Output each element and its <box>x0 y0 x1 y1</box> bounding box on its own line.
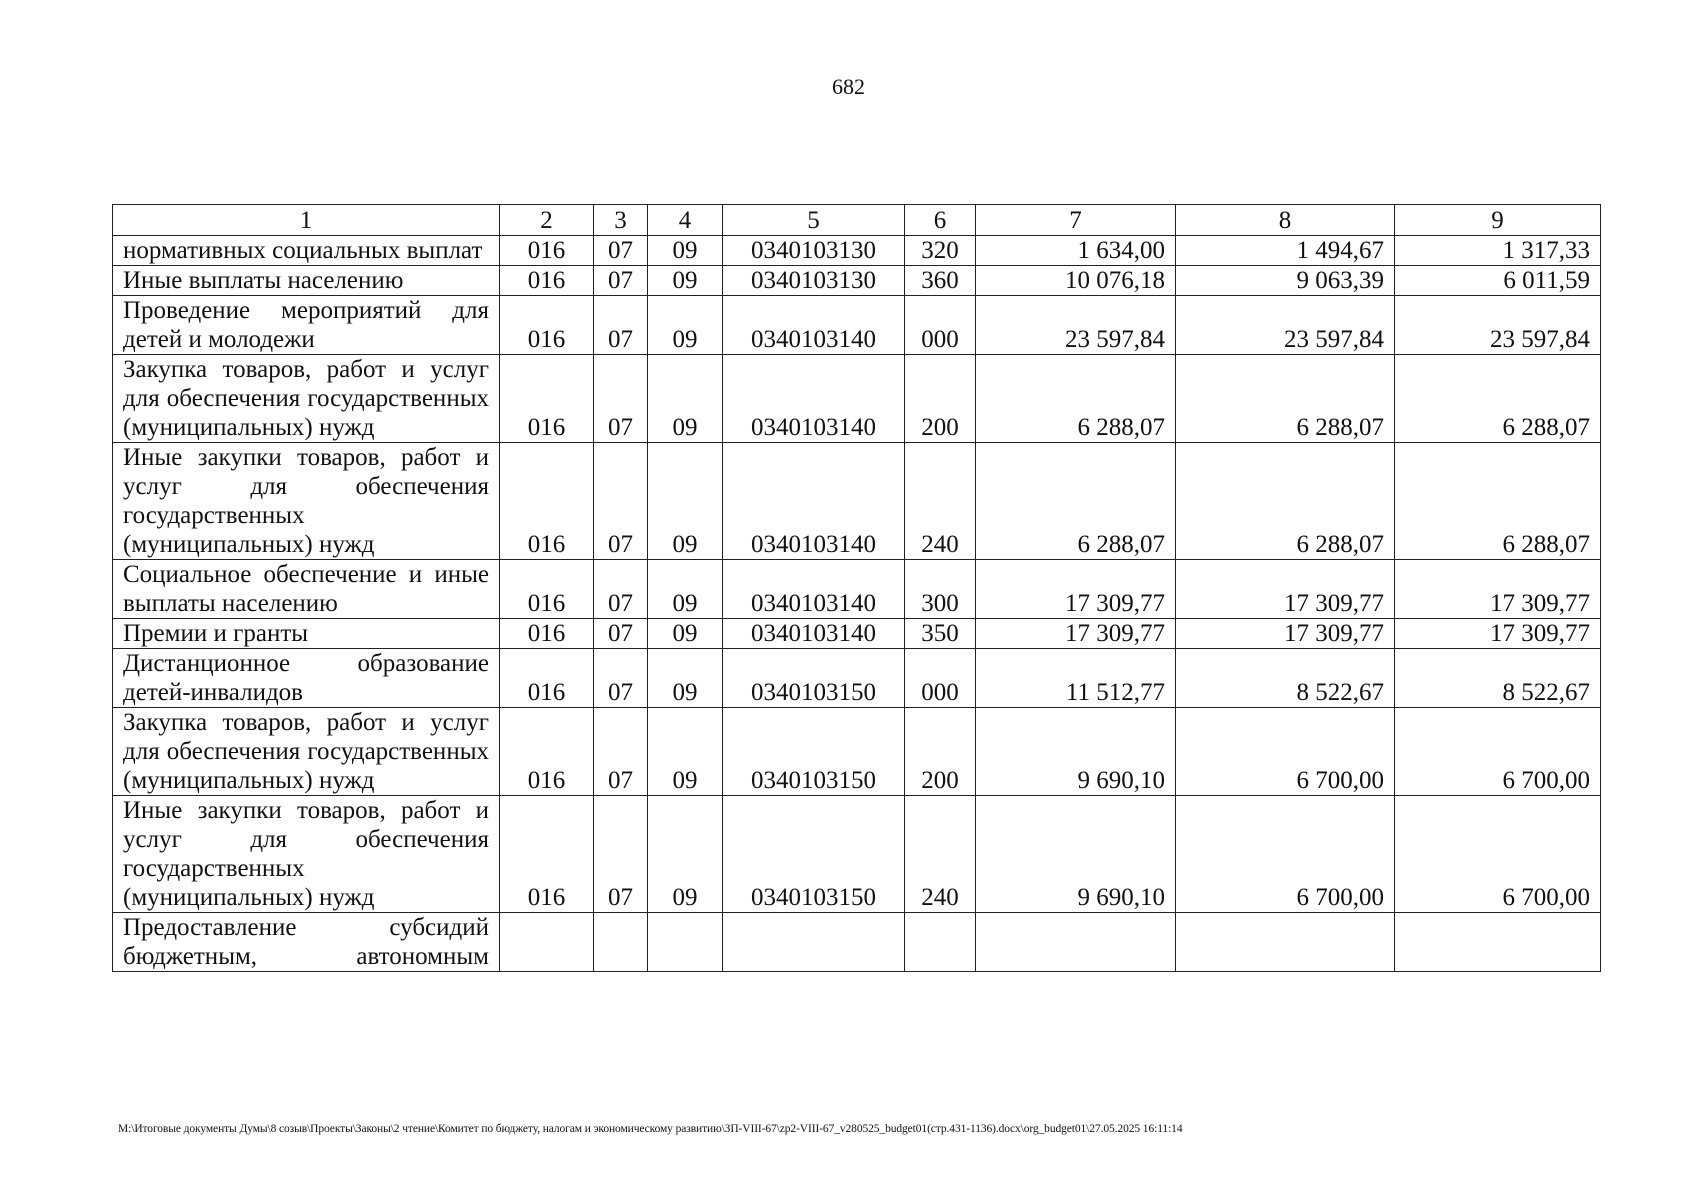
header-cell: 1 <box>113 205 500 236</box>
cell: 0340103130 <box>723 236 905 266</box>
cell: 016 <box>500 443 594 560</box>
cell: 0340103150 <box>723 649 905 708</box>
header-cell: 3 <box>594 205 648 236</box>
cell: 09 <box>648 443 723 560</box>
cell: 0340103140 <box>723 443 905 560</box>
row-name-cell: Иные выплаты населению <box>113 266 500 296</box>
header-cell: 7 <box>976 205 1176 236</box>
cell: 000 <box>905 296 976 355</box>
cell: 0340103130 <box>723 266 905 296</box>
header-cell: 8 <box>1176 205 1395 236</box>
amount-cell: 23 597,84 <box>1176 296 1395 355</box>
cell: 07 <box>594 560 648 619</box>
amount-cell: 17 309,77 <box>976 560 1176 619</box>
amount-cell: 6 700,00 <box>1395 708 1601 796</box>
amount-cell: 23 597,84 <box>976 296 1176 355</box>
amount-cell: 11 512,77 <box>976 649 1176 708</box>
cell: 016 <box>500 560 594 619</box>
amount-cell: 17 309,77 <box>1176 619 1395 649</box>
cell: 09 <box>648 355 723 443</box>
row-name-cell: Премии и гранты <box>113 619 500 649</box>
cell: 016 <box>500 708 594 796</box>
cell: 09 <box>648 560 723 619</box>
amount-cell: 17 309,77 <box>976 619 1176 649</box>
row-name-cell: Иные закупки товаров, работ и услуг для обеспечения государственных (муниципальных) нужд <box>113 796 500 913</box>
amount-cell: 17 309,77 <box>1395 560 1601 619</box>
table-row <box>113 708 1601 796</box>
amount-cell: 6 288,07 <box>1395 443 1601 560</box>
table-row <box>113 266 1601 296</box>
cell: 0340103140 <box>723 619 905 649</box>
cell <box>905 913 976 972</box>
row-name-cell: Закупка товаров, работ и услуг для обеспечения государственных (муниципальных) нужд <box>113 355 500 443</box>
cell: 09 <box>648 619 723 649</box>
amount-cell <box>976 913 1176 972</box>
cell: 300 <box>905 560 976 619</box>
cell: 016 <box>500 619 594 649</box>
amount-cell: 6 700,00 <box>1176 708 1395 796</box>
cell: 016 <box>500 796 594 913</box>
table-row <box>113 296 1601 355</box>
amount-cell: 17 309,77 <box>1176 560 1395 619</box>
cell: 240 <box>905 443 976 560</box>
header-cell: 2 <box>500 205 594 236</box>
cell: 07 <box>594 236 648 266</box>
amount-cell: 6 288,07 <box>1176 355 1395 443</box>
amount-cell: 23 597,84 <box>1395 296 1601 355</box>
cell: 0340103140 <box>723 560 905 619</box>
table-row <box>113 560 1601 619</box>
cell: 09 <box>648 708 723 796</box>
amount-cell: 9 690,10 <box>976 708 1176 796</box>
amount-cell: 6 288,07 <box>1395 355 1601 443</box>
cell: 09 <box>648 296 723 355</box>
amount-cell: 1 317,33 <box>1395 236 1601 266</box>
cell: 0340103150 <box>723 796 905 913</box>
cell <box>723 913 905 972</box>
amount-cell: 6 288,07 <box>1176 443 1395 560</box>
cell: 07 <box>594 355 648 443</box>
amount-cell: 6 700,00 <box>1395 796 1601 913</box>
cell: 09 <box>648 236 723 266</box>
cell <box>500 913 594 972</box>
table-row <box>113 355 1601 443</box>
table-row <box>113 649 1601 708</box>
cell: 0340103140 <box>723 296 905 355</box>
budget-table <box>112 204 1601 972</box>
amount-cell: 8 522,67 <box>1176 649 1395 708</box>
amount-cell: 9 063,39 <box>1176 266 1395 296</box>
cell: 320 <box>905 236 976 266</box>
header-cell: 9 <box>1395 205 1601 236</box>
cell: 200 <box>905 708 976 796</box>
table-row <box>113 796 1601 913</box>
cell: 016 <box>500 649 594 708</box>
amount-cell: 17 309,77 <box>1395 619 1601 649</box>
row-name-cell: нормативных социальных выплат <box>113 236 500 266</box>
cell: 240 <box>905 796 976 913</box>
footer-file-path: M:\Итоговые документы Думы\8 созыв\Проекты\Законы\2 чтение\Комитет по бюджету, налогам и экономическому развитию\ЗП-VIII-67\zp2-VIII-67_v280525_budget01(стр.431-1136).docx\org_budget01\27.05.2025 16:11:14 <box>118 1123 1183 1135</box>
cell: 016 <box>500 355 594 443</box>
amount-cell: 6 288,07 <box>976 355 1176 443</box>
amount-cell: 6 288,07 <box>976 443 1176 560</box>
cell: 360 <box>905 266 976 296</box>
amount-cell: 1 634,00 <box>976 236 1176 266</box>
cell: 016 <box>500 296 594 355</box>
table-row <box>113 443 1601 560</box>
cell: 07 <box>594 443 648 560</box>
table-row <box>113 619 1601 649</box>
table-row <box>113 913 1601 972</box>
cell: 000 <box>905 649 976 708</box>
cell <box>648 913 723 972</box>
row-name-cell: Предоставление субсидий бюджетным, автономным <box>113 913 500 972</box>
amount-cell: 6 700,00 <box>1176 796 1395 913</box>
cell: 09 <box>648 266 723 296</box>
row-name-cell: Проведение мероприятий для детей и молодежи <box>113 296 500 355</box>
row-name-cell: Закупка товаров, работ и услуг для обеспечения государственных (муниципальных) нужд <box>113 708 500 796</box>
row-name-cell: Социальное обеспечение и иные выплаты населению <box>113 560 500 619</box>
table-row <box>113 236 1601 266</box>
header-cell: 6 <box>905 205 976 236</box>
cell: 0340103140 <box>723 355 905 443</box>
amount-cell: 9 690,10 <box>976 796 1176 913</box>
cell <box>594 913 648 972</box>
cell: 09 <box>648 649 723 708</box>
cell: 07 <box>594 708 648 796</box>
amount-cell: 8 522,67 <box>1395 649 1601 708</box>
cell: 016 <box>500 236 594 266</box>
header-cell: 5 <box>723 205 905 236</box>
cell: 07 <box>594 266 648 296</box>
cell: 07 <box>594 619 648 649</box>
header-cell: 4 <box>648 205 723 236</box>
cell: 07 <box>594 296 648 355</box>
page-number: 682 <box>832 74 865 99</box>
cell: 07 <box>594 796 648 913</box>
amount-cell: 10 076,18 <box>976 266 1176 296</box>
amount-cell <box>1176 913 1395 972</box>
cell: 350 <box>905 619 976 649</box>
amount-cell <box>1395 913 1601 972</box>
amount-cell: 1 494,67 <box>1176 236 1395 266</box>
cell: 0340103150 <box>723 708 905 796</box>
row-name-cell: Дистанционное образование детей-инвалидов <box>113 649 500 708</box>
cell: 09 <box>648 796 723 913</box>
amount-cell: 6 011,59 <box>1395 266 1601 296</box>
cell: 07 <box>594 649 648 708</box>
row-name-cell: Иные закупки товаров, работ и услуг для обеспечения государственных (муниципальных) нужд <box>113 443 500 560</box>
table-header-row <box>113 205 1601 236</box>
cell: 016 <box>500 266 594 296</box>
cell: 200 <box>905 355 976 443</box>
